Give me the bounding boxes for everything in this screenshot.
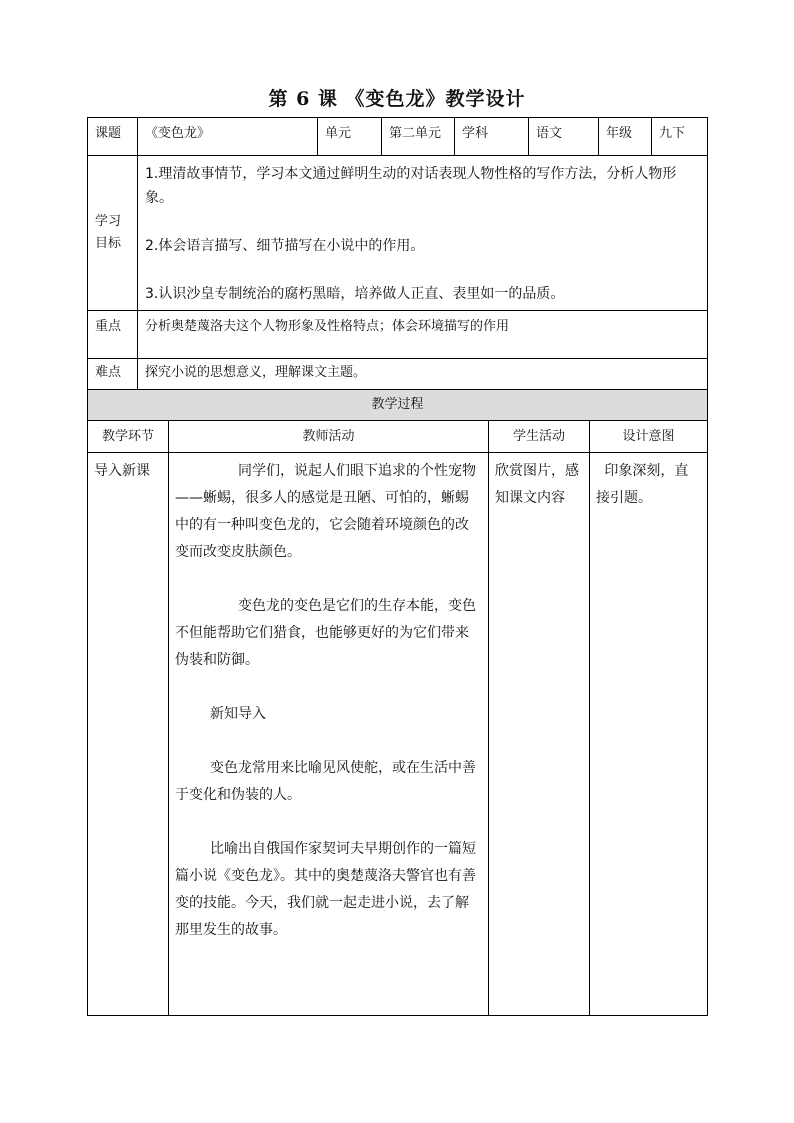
key-points-value: 分析奥楚蔑洛夫这个人物形象及性格特点；体会环境描写的作用 <box>138 311 708 359</box>
teacher-paragraph: 比喻出自俄国作家契诃夫早期创作的一篇短篇小说《变色龙》。其中的奥楚蔑洛夫警官也有善变的技能。今天，我们就一起走进小说，去了解那里发生的故事。 <box>175 841 476 938</box>
process-row <box>88 453 708 1016</box>
objectives-content <box>138 156 708 311</box>
student-activity: 欣赏图片，感知课文内容 <box>489 453 590 1016</box>
subject-label: 学科 <box>455 118 529 156</box>
header-stage: 教学环节 <box>88 421 169 453</box>
difficulties-value: 探究小说的思想意义，理解课文主题。 <box>138 359 708 390</box>
unit-value: 第二单元 <box>382 118 455 156</box>
grade-label: 年级 <box>599 118 652 156</box>
teacher-paragraph: 同学们，说起人们眼下追求的个性宠物——蜥蜴，很多人的感觉是丑陋、可怕的，蜥蜴中的有一种叫变色龙的，它会随着环境颜色的改变而改变皮肤颜色。 <box>175 463 476 560</box>
process-band <box>88 390 708 421</box>
difficulties-label: 难点 <box>88 359 138 390</box>
grade-value: 九下 <box>652 118 708 156</box>
teacher-paragraph: 变色龙的变色是它们的生存本能，变色不但能帮助它们猎食，也能够更好的为它们带来伪装和防御。 <box>175 598 476 668</box>
key-points-row <box>88 311 708 359</box>
key-points-label: 重点 <box>88 311 138 359</box>
stage-cell: 导入新课 <box>88 453 169 1016</box>
objectives-label: 学习目标 <box>88 156 138 311</box>
topic-label: 课题 <box>88 118 138 156</box>
objective-item: 1.理清故事情节，学习本文通过鲜明生动的对话表现人物性格的写作方法，分析人物形象。 <box>145 166 677 206</box>
topic-value: 《变色龙》 <box>138 118 318 156</box>
difficulties-row <box>88 359 708 390</box>
design-intent: 印象深刻，直接引题。 <box>590 453 708 1016</box>
objectives-row <box>88 156 708 311</box>
page-title: 第 6 课 《变色龙》教学设计 <box>268 88 526 110</box>
header-student: 学生活动 <box>489 421 590 453</box>
teacher-paragraph: 变色龙常用来比喻见风使舵，或在生活中善于变化和伪装的人。 <box>175 760 476 803</box>
objective-item: 3.认识沙皇专制统治的腐朽黑暗，培养做人正直、表里如一的品质。 <box>145 286 565 302</box>
header-intent: 设计意图 <box>590 421 708 453</box>
teacher-paragraph: 新知导入 <box>210 706 266 722</box>
lesson-plan-sheet <box>87 117 707 1016</box>
process-header-row <box>88 421 708 453</box>
teacher-activity <box>169 453 489 1016</box>
info-row <box>88 118 708 156</box>
process-table <box>87 389 708 1016</box>
header-teacher: 教师活动 <box>169 421 489 453</box>
process-band-title: 教学过程 <box>88 390 708 421</box>
info-table <box>87 117 708 390</box>
unit-label: 单元 <box>318 118 382 156</box>
subject-value: 语文 <box>529 118 599 156</box>
objective-item: 2.体会语言描写、细节描写在小说中的作用。 <box>145 238 425 254</box>
